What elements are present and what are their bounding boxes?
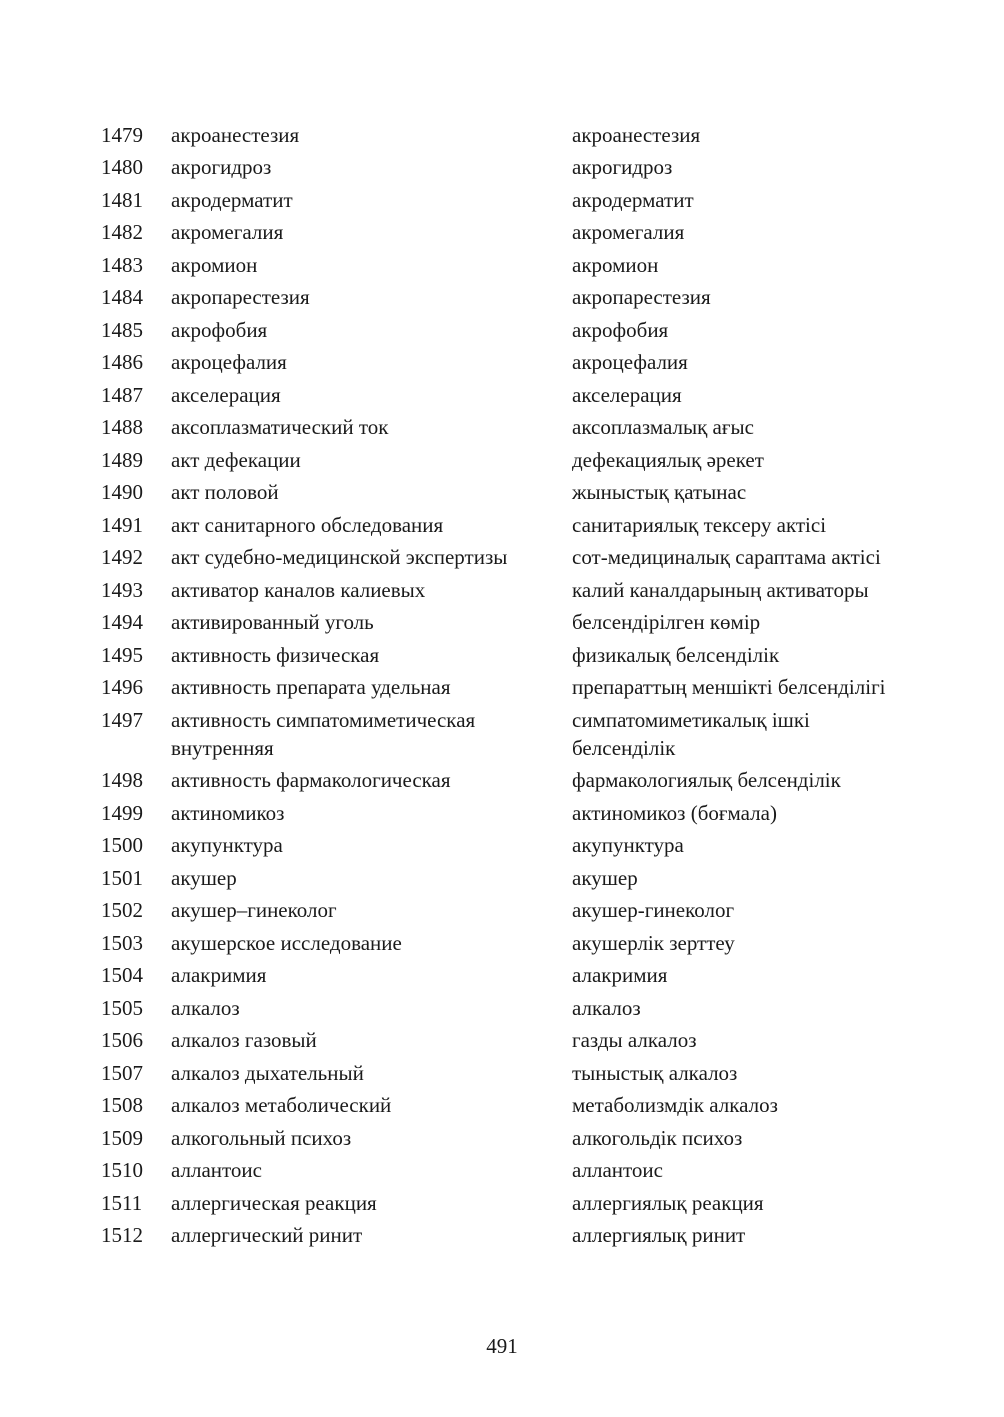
term-russian: алкалоз дыхательный [171, 1060, 364, 1085]
term-kazakh: акупунктура [572, 833, 684, 857]
term-russian: акселерация [171, 382, 281, 407]
term-russian: акт санитарного обследования [171, 512, 444, 537]
entry-number: 1506 [101, 1028, 143, 1052]
glossary-row [0, 443, 1004, 476]
glossary-row [0, 829, 1004, 862]
glossary-row [0, 281, 1004, 314]
term-russian: акушерское исследование [171, 930, 402, 955]
term-russian: акроцефалия [171, 350, 287, 374]
term-kazakh: физикалық белсенділік [572, 642, 780, 667]
entry-number: 1508 [101, 1093, 143, 1117]
glossary-row [0, 926, 1004, 959]
entry-number: 1505 [101, 995, 143, 1020]
term-kazakh: симпатомиметикалық ішкі белсенділік [572, 707, 810, 760]
term-kazakh: калий каналдарының активаторы [572, 577, 869, 602]
term-kazakh: аксоплазмалық ағыс [572, 415, 754, 439]
entry-number: 1498 [101, 768, 143, 792]
entry-number: 1480 [101, 155, 143, 179]
glossary-row [0, 894, 1004, 927]
entry-number: 1512 [101, 1223, 143, 1247]
term-russian: активированный уголь [171, 610, 374, 634]
term-russian: актиномикоз [171, 800, 285, 825]
term-russian: акропарестезия [171, 285, 310, 309]
glossary-row [0, 378, 1004, 411]
term-kazakh: газды алкалоз [572, 1028, 697, 1052]
term-russian: алкалоз [171, 995, 240, 1020]
term-russian: акромегалия [171, 220, 284, 244]
glossary-row [0, 183, 1004, 216]
term-kazakh: дефекациялық әрекет [572, 447, 764, 472]
term-kazakh: алкогольдік психоз [572, 1125, 743, 1150]
entry-number: 1484 [101, 285, 143, 309]
entry-number: 1481 [101, 187, 143, 212]
term-kazakh: алакримия [572, 963, 668, 987]
term-kazakh: акрогидроз [572, 155, 673, 179]
glossary-row [0, 861, 1004, 894]
entry-number: 1507 [101, 1060, 143, 1085]
term-kazakh: акроцефалия [572, 350, 688, 374]
term-russian: акромион [171, 252, 258, 277]
term-russian: аллантоис [171, 1158, 262, 1182]
term-kazakh: акушер [572, 865, 638, 890]
glossary-row [0, 764, 1004, 797]
entry-number: 1483 [101, 252, 143, 277]
term-russian: аксоплазматический ток [171, 415, 389, 439]
glossary-row [0, 1186, 1004, 1219]
glossary-row [0, 216, 1004, 249]
glossary-row [0, 1154, 1004, 1187]
term-kazakh: аллергиялық ринит [572, 1223, 746, 1247]
term-kazakh: акродерматит [572, 187, 694, 212]
term-kazakh: фармакологиялық белсенділік [572, 768, 841, 792]
term-russian: акт половой [171, 480, 279, 504]
term-russian: аллергическая реакция [171, 1190, 377, 1215]
term-russian: активность физическая [171, 642, 380, 667]
term-kazakh: акушерлік зерттеу [572, 930, 735, 955]
entry-number: 1487 [101, 382, 143, 407]
entry-number: 1497 [101, 707, 143, 732]
glossary-row [0, 476, 1004, 509]
term-kazakh: сот-медициналық сараптама актісі [572, 545, 881, 569]
glossary-table [0, 118, 1004, 1251]
glossary-row [0, 346, 1004, 379]
entry-number: 1492 [101, 545, 143, 569]
term-russian: алкогольный психоз [171, 1125, 352, 1150]
term-russian: акт дефекации [171, 447, 301, 472]
entry-number: 1485 [101, 317, 143, 342]
entry-number: 1499 [101, 800, 143, 825]
term-russian: активатор каналов калиевых [171, 577, 426, 602]
term-kazakh: алкалоз [572, 995, 641, 1020]
glossary-row [0, 991, 1004, 1024]
page-number: 491 [486, 1334, 518, 1358]
term-russian: акушер–гинеколог [171, 898, 337, 922]
term-russian: акупунктура [171, 833, 283, 857]
term-russian: акроанестезия [171, 122, 300, 147]
term-russian: акродерматит [171, 187, 293, 212]
term-kazakh: акромегалия [572, 220, 685, 244]
entry-number: 1493 [101, 577, 143, 602]
entry-number: 1479 [101, 122, 143, 147]
term-kazakh: жыныстық қатынас [572, 480, 747, 504]
term-kazakh: акромион [572, 252, 659, 277]
entry-number: 1489 [101, 447, 143, 472]
glossary-row [0, 313, 1004, 346]
glossary-row [0, 703, 1004, 764]
entry-number: 1509 [101, 1125, 143, 1150]
glossary-row [0, 411, 1004, 444]
glossary-row [0, 606, 1004, 639]
glossary-row [0, 1089, 1004, 1122]
term-kazakh: белсендірілген көмір [572, 610, 761, 634]
entry-number: 1496 [101, 675, 143, 699]
glossary-row [0, 959, 1004, 992]
term-kazakh: санитариялық тексеру актісі [572, 512, 827, 537]
glossary-row [0, 118, 1004, 151]
term-kazakh: аллергиялық реакция [572, 1190, 764, 1215]
term-kazakh: акропарестезия [572, 285, 711, 309]
term-russian: активность препарата удельная [171, 675, 451, 699]
entry-number: 1490 [101, 480, 143, 504]
term-kazakh: метаболизмдік алкалоз [572, 1093, 778, 1117]
glossary-row [0, 248, 1004, 281]
term-russian: алкалоз газовый [171, 1028, 317, 1052]
glossary-row [0, 573, 1004, 606]
glossary-row [0, 1121, 1004, 1154]
term-russian: алакримия [171, 963, 267, 987]
term-kazakh: тыныстық алкалоз [572, 1060, 738, 1085]
glossary-row [0, 541, 1004, 574]
term-russian: алкалоз метаболический [171, 1093, 392, 1117]
entry-number: 1502 [101, 898, 143, 922]
term-kazakh: препараттың меншікті белсенділігі [572, 675, 886, 699]
glossary-row [0, 508, 1004, 541]
entry-number: 1488 [101, 415, 143, 439]
term-kazakh: аллантоис [572, 1158, 663, 1182]
entry-number: 1482 [101, 220, 143, 244]
entry-number: 1491 [101, 512, 143, 537]
term-russian: активность фармакологическая [171, 768, 451, 792]
term-russian: акрофобия [171, 317, 268, 342]
term-kazakh: акрофобия [572, 317, 669, 342]
entry-number: 1495 [101, 642, 143, 667]
term-russian: аллергический ринит [171, 1223, 363, 1247]
glossary-row [0, 1024, 1004, 1057]
glossary-row [0, 638, 1004, 671]
glossary-row [0, 1219, 1004, 1252]
term-kazakh: акушер-гинеколог [572, 898, 735, 922]
glossary-row [0, 796, 1004, 829]
term-kazakh: акроанестезия [572, 122, 701, 147]
glossary-row [0, 151, 1004, 184]
entry-number: 1501 [101, 865, 143, 890]
entry-number: 1500 [101, 833, 143, 857]
entry-number: 1510 [101, 1158, 143, 1182]
entry-number: 1511 [101, 1190, 143, 1215]
entry-number: 1494 [101, 610, 143, 634]
term-russian: активность симпатомиметическая внутренняя [171, 707, 476, 760]
term-russian: акт судебно-медицинской экспертизы [171, 545, 508, 569]
term-kazakh: акселерация [572, 382, 682, 407]
term-russian: акушер [171, 865, 237, 890]
term-russian: акрогидроз [171, 155, 272, 179]
entry-number: 1503 [101, 930, 143, 955]
entry-number: 1486 [101, 350, 143, 374]
entry-number: 1504 [101, 963, 143, 987]
glossary-row [0, 671, 1004, 704]
glossary-row [0, 1056, 1004, 1089]
term-kazakh: актиномикоз (боғмала) [572, 800, 777, 825]
